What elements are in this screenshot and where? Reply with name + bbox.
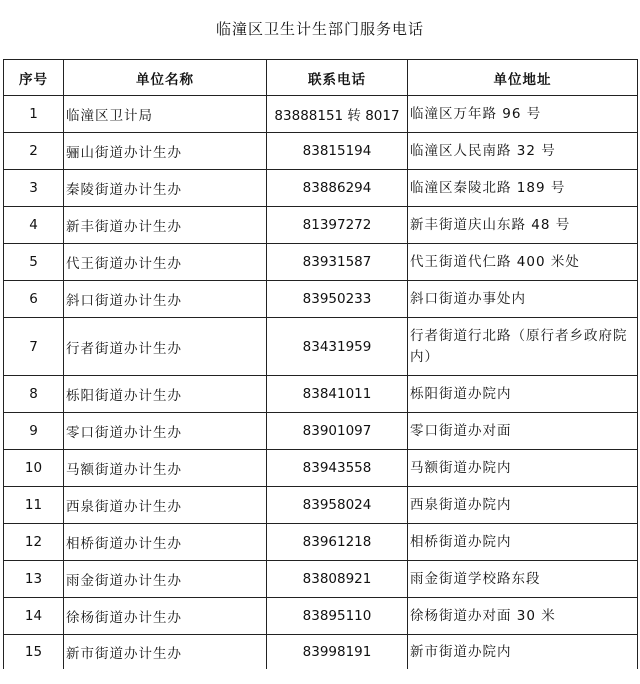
unit-address: 马额街道办院内 <box>408 450 638 487</box>
unit-address: 斜口街道办事处内 <box>408 281 638 318</box>
table-row <box>4 413 638 450</box>
unit-name: 秦陵街道办计生办 <box>64 170 267 207</box>
phone-number: 83901097 <box>267 413 408 450</box>
phone-number: 83886294 <box>267 170 408 207</box>
row-number: 4 <box>4 207 64 244</box>
unit-name: 徐杨街道办计生办 <box>64 598 267 635</box>
row-number: 14 <box>4 598 64 635</box>
unit-name: 代王街道办计生办 <box>64 244 267 281</box>
unit-address: 新丰街道庆山东路 48 号 <box>408 207 638 244</box>
unit-name: 零口街道办计生办 <box>64 413 267 450</box>
unit-name: 栎阳街道办计生办 <box>64 376 267 413</box>
unit-name: 西泉街道办计生办 <box>64 487 267 524</box>
phone-number: 83841011 <box>267 376 408 413</box>
row-number: 13 <box>4 561 64 598</box>
table-row <box>4 281 638 318</box>
table-row <box>4 635 638 670</box>
phone-number: 81397272 <box>267 207 408 244</box>
row-number: 5 <box>4 244 64 281</box>
unit-address: 行者街道行北路（原行者乡政府院内） <box>408 318 638 376</box>
table-row <box>4 96 638 133</box>
table-row <box>4 487 638 524</box>
table-row <box>4 318 638 376</box>
phone-number: 83950233 <box>267 281 408 318</box>
phone-number: 83943558 <box>267 450 408 487</box>
contact-table <box>3 59 638 669</box>
row-number: 12 <box>4 524 64 561</box>
unit-address: 新市街道办院内 <box>408 635 638 670</box>
table-header-row <box>4 60 638 96</box>
phone-number: 83431959 <box>267 318 408 376</box>
row-number: 1 <box>4 96 64 133</box>
table-row <box>4 244 638 281</box>
unit-address: 西泉街道办院内 <box>408 487 638 524</box>
unit-name: 新市街道办计生办 <box>64 635 267 670</box>
table-row <box>4 376 638 413</box>
unit-name: 骊山街道办计生办 <box>64 133 267 170</box>
phone-number: 83931587 <box>267 244 408 281</box>
unit-address: 徐杨街道办对面 30 米 <box>408 598 638 635</box>
unit-name: 行者街道办计生办 <box>64 318 267 376</box>
phone-number: 83888151 转 8017 <box>267 96 408 133</box>
unit-address: 相桥街道办院内 <box>408 524 638 561</box>
table-row <box>4 450 638 487</box>
unit-name: 斜口街道办计生办 <box>64 281 267 318</box>
row-number: 6 <box>4 281 64 318</box>
table-row <box>4 207 638 244</box>
unit-name: 相桥街道办计生办 <box>64 524 267 561</box>
column-header-phone: 联系电话 <box>267 60 408 96</box>
unit-address: 临潼区人民南路 32 号 <box>408 133 638 170</box>
column-header-address: 单位地址 <box>408 60 638 96</box>
document-title: 临潼区卫生计生部门服务电话 <box>215 20 424 38</box>
unit-name: 雨金街道办计生办 <box>64 561 267 598</box>
phone-number: 83998191 <box>267 635 408 670</box>
phone-number: 83808921 <box>267 561 408 598</box>
phone-number: 83958024 <box>267 487 408 524</box>
table-row <box>4 561 638 598</box>
unit-name: 马额街道办计生办 <box>64 450 267 487</box>
row-number: 3 <box>4 170 64 207</box>
row-number: 9 <box>4 413 64 450</box>
unit-name: 新丰街道办计生办 <box>64 207 267 244</box>
row-number: 2 <box>4 133 64 170</box>
unit-address: 临潼区万年路 96 号 <box>408 96 638 133</box>
unit-address: 零口街道办对面 <box>408 413 638 450</box>
phone-number: 83895110 <box>267 598 408 635</box>
unit-name: 临潼区卫计局 <box>64 96 267 133</box>
unit-address: 临潼区秦陵北路 189 号 <box>408 170 638 207</box>
table-row <box>4 133 638 170</box>
row-number: 15 <box>4 635 64 670</box>
row-number: 8 <box>4 376 64 413</box>
phone-number: 83815194 <box>267 133 408 170</box>
column-header-name: 单位名称 <box>64 60 267 96</box>
row-number: 7 <box>4 318 64 376</box>
row-number: 10 <box>4 450 64 487</box>
phone-number: 83961218 <box>267 524 408 561</box>
column-header-no: 序号 <box>4 60 64 96</box>
table-row <box>4 170 638 207</box>
row-number: 11 <box>4 487 64 524</box>
table-row <box>4 598 638 635</box>
table-row <box>4 524 638 561</box>
unit-address: 雨金街道学校路东段 <box>408 561 638 598</box>
unit-address: 代王街道代仁路 400 米处 <box>408 244 638 281</box>
unit-address: 栎阳街道办院内 <box>408 376 638 413</box>
